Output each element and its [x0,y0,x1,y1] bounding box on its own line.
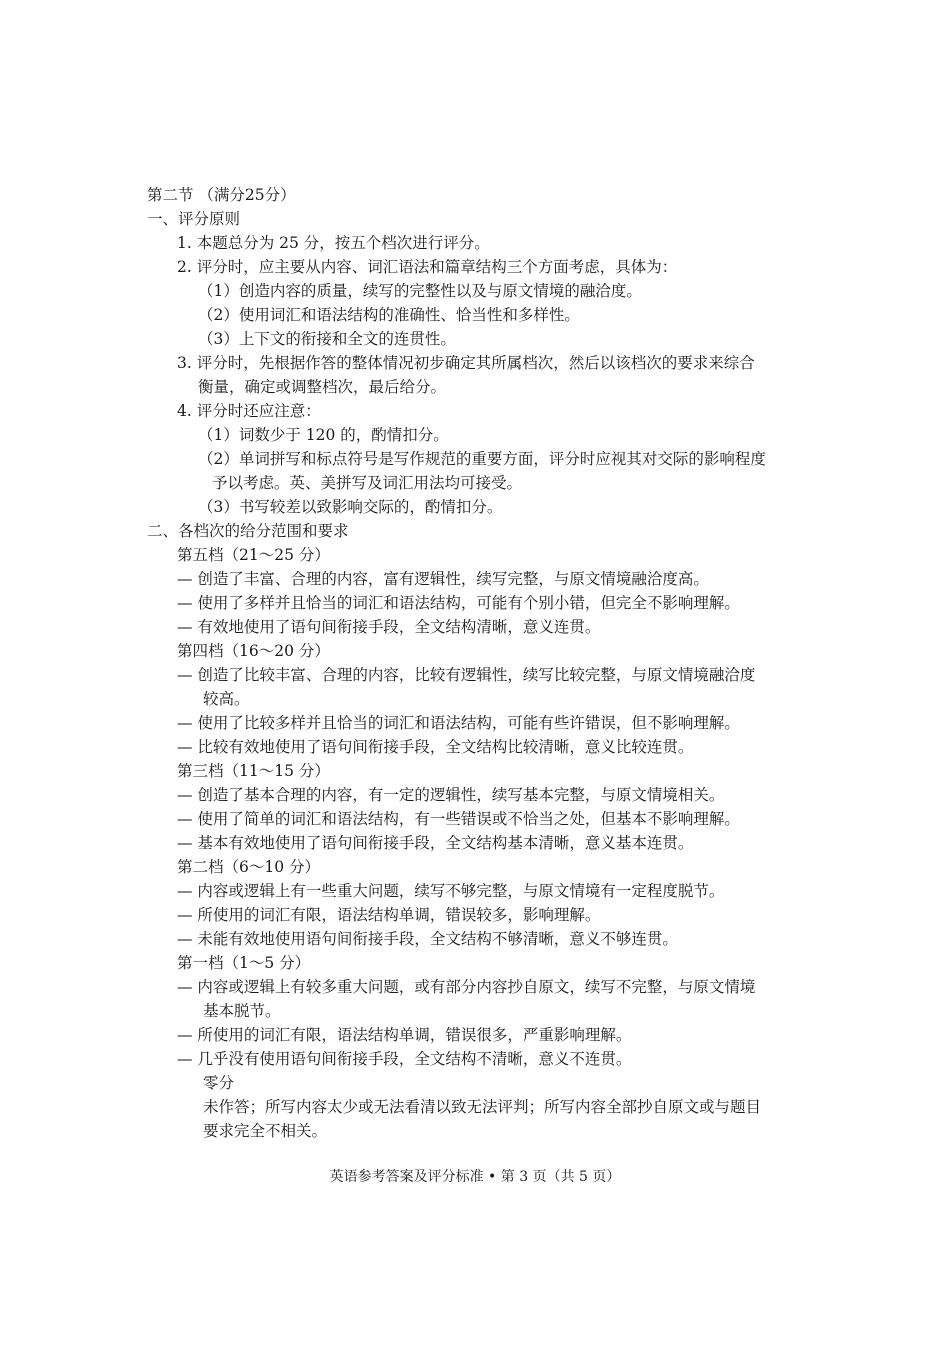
level-2-item: — 未能有效地使用语句间衔接手段，全文结构不够清晰，意义不够连贯。 [177,930,678,948]
level-3-item: — 基本有效地使用了语句间衔接手段，全文结构基本清晰，意义基本连贯。 [177,834,694,852]
principles-heading: 一、评分原则 [147,210,241,228]
level-5-item: — 有效地使用了语句间衔接手段，全文结构清晰，意义连贯。 [177,618,601,636]
level-4-item: — 使用了比较多样并且恰当的词汇和语法结构，可能有些许错误，但不影响理解。 [177,714,740,732]
level-4-item-continued: 较高。 [203,690,250,708]
page-footer: 英语参考答案及评分标准 • 第 3 页（共 5 页） [329,1169,621,1185]
level-1-item: — 所使用的词汇有限，语法结构单调，错误很多，严重影响理解。 [177,1026,632,1044]
principle-item-2-sub-1: （1）创造内容的质量，续写的完整性以及与原文情境的融洽度。 [198,282,642,300]
section-title: 第二节 （满分25分） [147,186,296,204]
principle-item-2: 2. 评分时，应主要从内容、词汇语法和篇章结构三个方面考虑，具体为： [177,258,678,276]
principle-item-4-sub-2-line-2: 予以考虑。英、美拼写及词汇用法均可接受。 [212,474,523,492]
level-3-title: 第三档（11～15 分） [177,762,330,780]
level-0-description: 未作答；所写内容太少或无法看清以致无法评判；所写内容全部抄自原文或与题目 [203,1098,762,1116]
levels-heading: 二、各档次的给分范围和要求 [147,522,349,540]
level-0-title: 零分 [203,1074,235,1092]
level-4-item: — 创造了比较丰富、合理的内容，比较有逻辑性，续写比较完整，与原文情境融洽度 [177,666,756,684]
principle-item-4-sub-2-line-1: （2）单词拼写和标点符号是写作规范的重要方面，评分时应视其对交际的影响程度 [198,450,766,468]
level-0-description-continued: 要求完全不相关。 [203,1122,328,1140]
principle-item-2-sub-3: （3）上下文的衔接和全文的连贯性。 [198,330,456,348]
level-3-item: — 创造了基本合理的内容，有一定的逻辑性，续写基本完整，与原文情境相关。 [177,786,725,804]
level-5-item: — 创造了丰富、合理的内容，富有逻辑性，续写完整，与原文情境融洽度高。 [177,570,709,588]
principle-item-4-sub-1: （1）词数少于 120 的，酌情扣分。 [198,426,449,444]
level-2-title: 第二档（6～10 分） [177,858,321,876]
level-4-item: — 比较有效地使用了语句间衔接手段，全文结构比较清晰，意义比较连贯。 [177,738,694,756]
level-1-title: 第一档（1～5 分） [177,954,311,972]
level-2-item: — 内容或逻辑上有一些重大问题，续写不够完整，与原文情境有一定程度脱节。 [177,882,725,900]
level-3-item: — 使用了简单的词汇和语法结构，有一些错误或不恰当之处，但基本不影响理解。 [177,810,740,828]
level-1-item-continued: 基本脱节。 [203,1002,281,1020]
principle-item-3-line-1: 3. 评分时，先根据作答的整体情况初步确定其所属档次，然后以该档次的要求来综合 [177,354,755,372]
principle-item-4: 4. 评分时还应注意： [177,402,321,420]
level-4-title: 第四档（16～20 分） [177,642,330,660]
principle-item-3-line-2: 衡量，确定或调整档次，最后给分。 [198,378,447,396]
principle-item-4-sub-3: （3）书写较差以致影响交际的，酌情扣分。 [198,498,503,516]
principle-item-2-sub-2: （2）使用词汇和语法结构的准确性、恰当性和多样性。 [198,306,580,324]
level-5-item: — 使用了多样并且恰当的词汇和语法结构，可能有个别小错，但完全不影响理解。 [177,594,740,612]
level-1-item: — 几乎没有使用语句间衔接手段，全文结构不清晰，意义不连贯。 [177,1050,632,1068]
level-1-item: — 内容或逻辑上有较多重大问题，或有部分内容抄自原文，续写不完整，与原文情境 [177,978,756,996]
level-5-title: 第五档（21～25 分） [177,546,330,564]
principle-item-1: 1. 本题总分为 25 分，按五个档次进行评分。 [177,234,490,252]
level-2-item: — 所使用的词汇有限，语法结构单调，错误较多，影响理解。 [177,906,601,924]
